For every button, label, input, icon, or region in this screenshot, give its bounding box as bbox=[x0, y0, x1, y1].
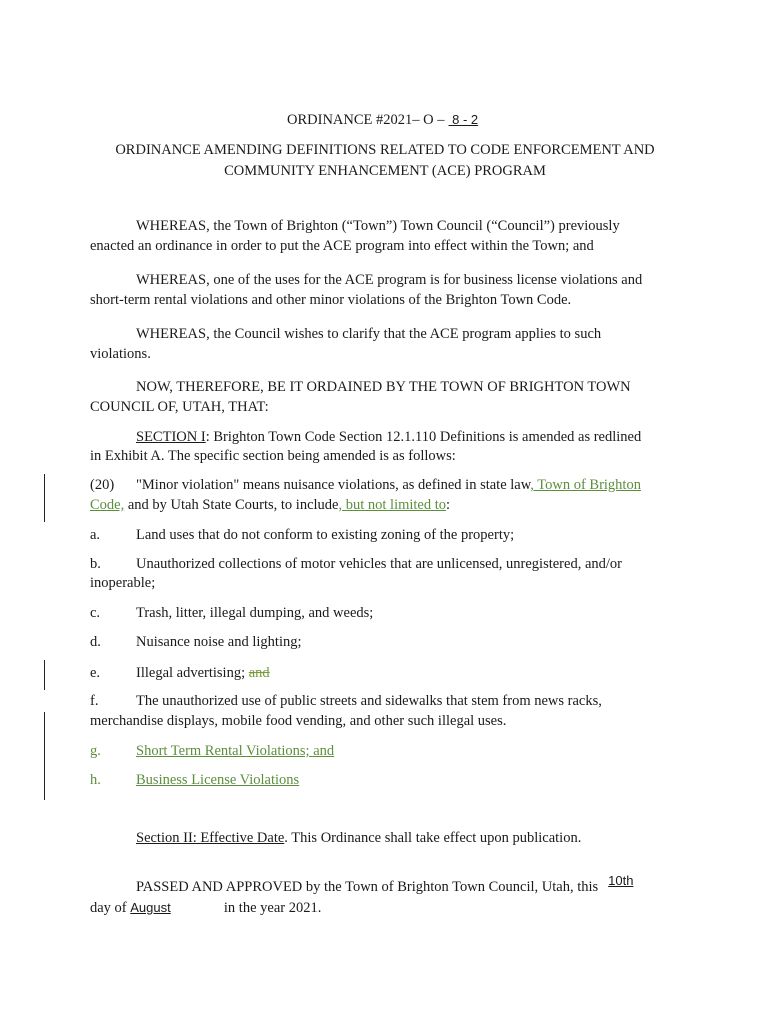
item-text: Trash, litter, illegal dumping, and weeds; bbox=[136, 605, 374, 621]
section-1-text: : Brighton Town Code Section 12.1.110 Definitions is amended as redlined bbox=[205, 429, 642, 445]
definition-insert-a: , Town of Brighton bbox=[530, 477, 641, 493]
ordinance-number: 8 - 2 bbox=[448, 112, 479, 127]
month-value: August bbox=[130, 900, 171, 915]
item-letter: g. bbox=[90, 743, 101, 759]
definition-insert-c: , but not limited to bbox=[338, 497, 447, 513]
ordinance-prefix: ORDINANCE #2021– O – bbox=[287, 112, 445, 128]
change-bar-definition bbox=[44, 474, 45, 522]
list-item-a bbox=[90, 526, 514, 544]
item-letter: a. bbox=[90, 527, 101, 543]
item-letter: e. bbox=[90, 665, 101, 681]
definition-text-b: and by Utah State Courts, to include bbox=[124, 497, 339, 513]
whereas-1-line-1: WHEREAS, the Town of Brighton (“Town”) Town Council (“Council”) previously bbox=[136, 218, 620, 234]
item-text: Land uses that do not conform to existing zoning of the property; bbox=[136, 527, 515, 543]
item-text: Illegal advertising; bbox=[136, 665, 249, 681]
month-handwritten bbox=[130, 899, 220, 917]
now-therefore-line-2: COUNCIL OF, UTAH, THAT: bbox=[90, 399, 269, 415]
item-letter: c. bbox=[90, 605, 101, 621]
list-item-d bbox=[90, 633, 302, 651]
list-item-c bbox=[90, 604, 373, 622]
title-line-1: ORDINANCE AMENDING DEFINITIONS RELATED TO CODE ENFORCEMENT AND bbox=[115, 142, 655, 158]
list-item-b bbox=[90, 555, 622, 573]
day-handwritten bbox=[602, 872, 640, 890]
item-text: Short Term Rental Violations; and bbox=[136, 743, 335, 759]
ordinance-number-line bbox=[287, 112, 480, 129]
item-text: Business License Violations bbox=[136, 772, 300, 788]
deleted-text: and bbox=[248, 665, 270, 681]
definition-line-2 bbox=[90, 496, 450, 514]
item-text: The unauthorized use of public streets and sidewalks that stem from news racks, bbox=[136, 693, 602, 709]
definition-number: (20) bbox=[90, 477, 115, 493]
passed-text: PASSED AND APPROVED by the Town of Brighton Town Council, Utah, this bbox=[136, 879, 602, 895]
definition-text-c: : bbox=[446, 497, 451, 513]
passed-line-2 bbox=[90, 899, 321, 917]
definition-insert-b: Code, bbox=[90, 497, 125, 513]
definition-text-a: "Minor violation" means nuisance violations, as defined in state law bbox=[136, 477, 531, 493]
change-bar-items-gh bbox=[44, 712, 45, 800]
item-letter: d. bbox=[90, 634, 101, 650]
title-line-2: COMMUNITY ENHANCEMENT (ACE) PROGRAM bbox=[224, 163, 546, 179]
whereas-1-line-2: enacted an ordinance in order to put the ACE program into effect within the Town; and bbox=[90, 238, 594, 254]
day-of-label: day of bbox=[90, 900, 131, 916]
section-2-text: . This Ordinance shall take effect upon publication. bbox=[284, 830, 582, 846]
section-1-label: SECTION I bbox=[136, 429, 206, 445]
list-item-g bbox=[90, 742, 334, 760]
item-text: Nuisance noise and lighting; bbox=[136, 634, 302, 650]
year-text: in the year 2021. bbox=[220, 900, 322, 916]
whereas-3-line-1: WHEREAS, the Council wishes to clarify that the ACE program applies to such bbox=[136, 326, 602, 342]
section-2-label: Section II: Effective Date bbox=[136, 830, 285, 846]
item-text: Unauthorized collections of motor vehicles that are unlicensed, unregistered, and/or bbox=[136, 556, 622, 572]
section-1-line-1 bbox=[90, 428, 641, 446]
item-letter: f. bbox=[90, 693, 99, 709]
whereas-2-line-2: short-term rental violations and other minor violations of the Brighton Town Code. bbox=[90, 292, 572, 308]
list-item-f-cont: merchandise displays, mobile food vending, and other such illegal uses. bbox=[90, 713, 507, 729]
whereas-3-line-2: violations. bbox=[90, 346, 151, 362]
list-item-h bbox=[90, 771, 299, 789]
definition-line-1 bbox=[90, 476, 641, 494]
section-2 bbox=[90, 829, 581, 847]
list-item-f bbox=[90, 692, 602, 710]
list-item-e bbox=[90, 664, 270, 682]
day-value: 10th bbox=[608, 873, 634, 888]
now-therefore-line-1: NOW, THEREFORE, BE IT ORDAINED BY THE TOWN OF BRIGHTON TOWN bbox=[136, 379, 631, 395]
section-1-line-2: in Exhibit A. The specific section being amended is as follows: bbox=[90, 448, 456, 464]
item-letter: b. bbox=[90, 556, 101, 572]
change-bar-item-e bbox=[44, 660, 45, 690]
list-item-b-cont: inoperable; bbox=[90, 575, 156, 591]
passed-line-1 bbox=[90, 873, 640, 896]
item-letter: h. bbox=[90, 772, 101, 788]
whereas-2-line-1: WHEREAS, one of the uses for the ACE program is for business license violations and bbox=[136, 272, 643, 288]
